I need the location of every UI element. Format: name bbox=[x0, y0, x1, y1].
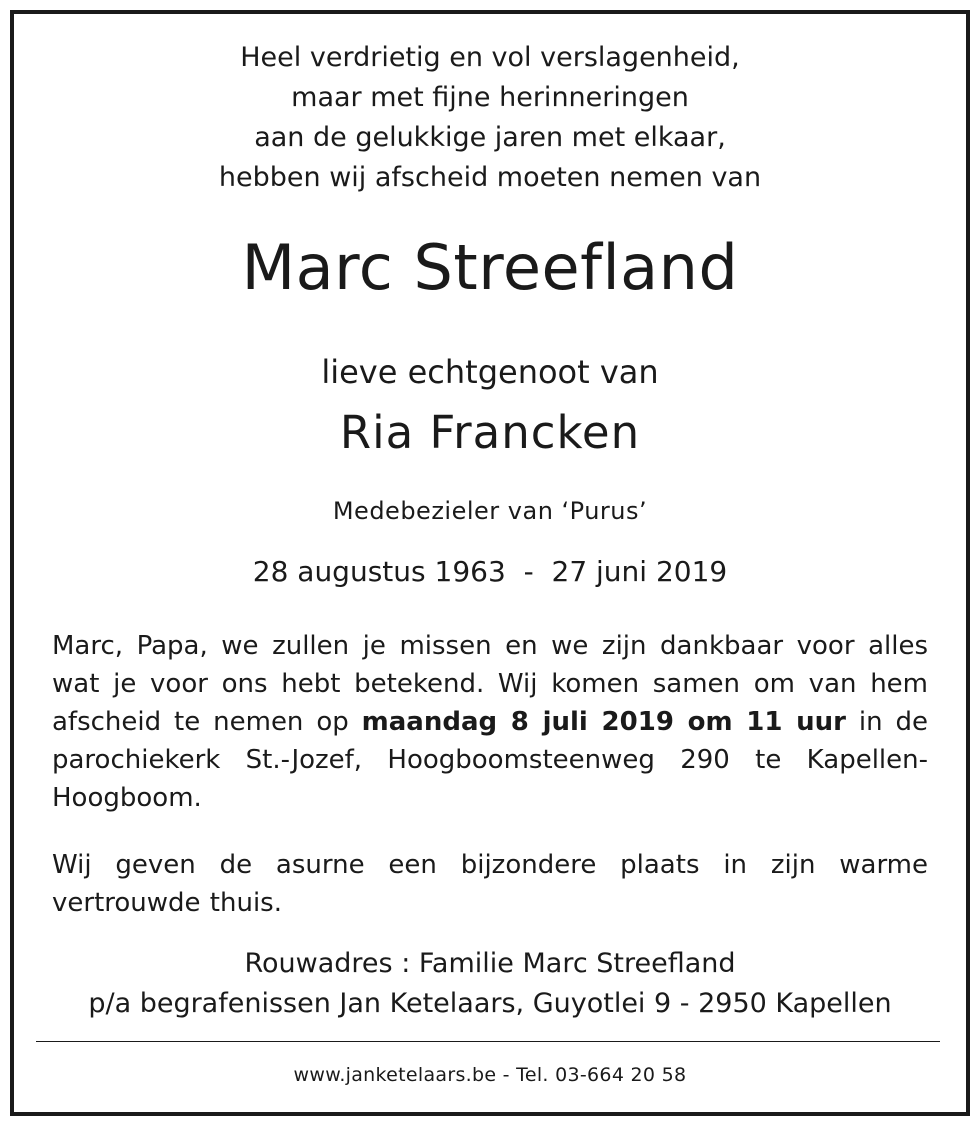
mourning-address bbox=[0, 944, 980, 1024]
divider bbox=[36, 1041, 940, 1042]
intro-line: hebben wij afscheid moeten nemen van bbox=[218, 162, 762, 193]
life-dates bbox=[0, 552, 980, 592]
birth-date: 28 augustus 1963 bbox=[252, 555, 506, 588]
intro-line: aan de gelukkige jaren met elkaar, bbox=[254, 122, 726, 153]
address-line: p/a begrafenissen Jan Ketelaars, Guyotlei 9 - 2950 Kapellen bbox=[88, 988, 892, 1019]
deceased-name: Marc Streefland bbox=[241, 231, 739, 304]
ceremony-datetime: maandag 8 juli 2019 om 11 uur bbox=[361, 707, 846, 737]
relation-text: lieve echtgenoot van bbox=[321, 353, 659, 391]
footer-contact: www.janketelaars.be - Tel. 03-664 20 58 bbox=[293, 1064, 687, 1086]
message-text: in de parochiekerk St.-Jozef, Hoogboomsteenweg 290 te Kapellen-Hoogboom. bbox=[52, 707, 929, 813]
urn-paragraph: Wij geven de asurne een bijzondere plaats in zijn warme vertrouwde thuis. bbox=[52, 850, 928, 918]
role-text: Medebezieler van ‘Purus’ bbox=[332, 497, 648, 525]
message-text: Marc, Papa, we zullen je missen en we zijn dankbaar voor alles wat je voor ons hebt betekend. Wij komen samen om van hem afscheid te nemen op bbox=[52, 631, 928, 737]
address-line: Rouwadres : Familie Marc Streefland bbox=[244, 948, 736, 979]
intro-line: maar met fijne herinneringen bbox=[291, 82, 689, 113]
date-separator: - bbox=[523, 555, 534, 588]
message-paragraph bbox=[52, 627, 928, 817]
intro-line: Heel verdrietig en vol verslagenheid, bbox=[240, 42, 740, 73]
death-date: 27 juni 2019 bbox=[551, 555, 728, 588]
spouse-name: Ria Francken bbox=[339, 406, 641, 459]
intro-text bbox=[0, 38, 980, 198]
